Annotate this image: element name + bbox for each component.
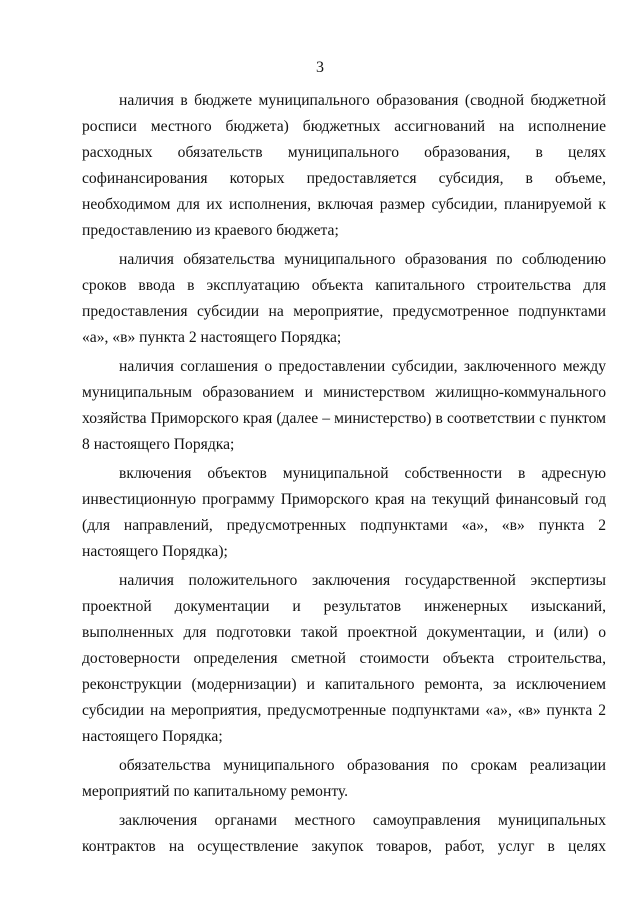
paragraph-commissioning-deadlines: наличия обязательства муниципального образования по соблюдению сроков ввода в эксплуатацию объекта капитального строительства для предоставления субсидии на мероприятие, предусмотренное подпунктами «а», «в» пункта 2 настоящего Порядка; bbox=[82, 251, 606, 346]
paragraph-budget-allocations: наличия в бюджете муниципального образования (сводной бюджетной росписи местного бюджета) бюджетных ассигнований на исполнение расходных обязательств муниципального образования, в целях софинансирования которых предоставляется субсидия, в объеме, необходимом для их исполнения, включая размер субсидии, планируемой к предоставлению из краевого бюджета; bbox=[82, 92, 606, 239]
paragraph-subsidy-agreement: наличия соглашения о предоставлении субсидии, заключенного между муниципальным образованием и министерством жилищно-коммунального хозяйства Приморского края (далее – министерство) в соответствии с пунктом 8 настоящего Порядка; bbox=[82, 358, 606, 453]
paragraph-state-expertise: наличия положительного заключения государственной экспертизы проектной документации и результатов инженерных изысканий, выполненных для подготовки такой проектной документации, и (или) о достоверности определения сметной стоимости объекта строительства, реконструкции (модернизации) и капитального ремонта, за исключением субсидии на мероприятия, предусмотренные подпунктами «а», «в» пункта 2 настоящего Порядка; bbox=[82, 572, 606, 745]
page-number: 3 bbox=[316, 59, 324, 76]
paragraph-investment-program: включения объектов муниципальной собственности в адресную инвестиционную программу Приморского края на текущий финансовый год (для направлений, предусмотренных подпунктами «а», «в» пункта 2 настоящего Порядка); bbox=[82, 465, 606, 560]
document-body bbox=[82, 88, 606, 860]
paragraph-municipal-contracts: заключения органами местного самоуправления муниципальных контрактов на осуществление закупок товаров, работ, услуг в целях bbox=[82, 812, 606, 855]
paragraph-repair-obligations: обязательства муниципального образования по срокам реализации мероприятий по капитальному ремонту. bbox=[82, 757, 606, 800]
